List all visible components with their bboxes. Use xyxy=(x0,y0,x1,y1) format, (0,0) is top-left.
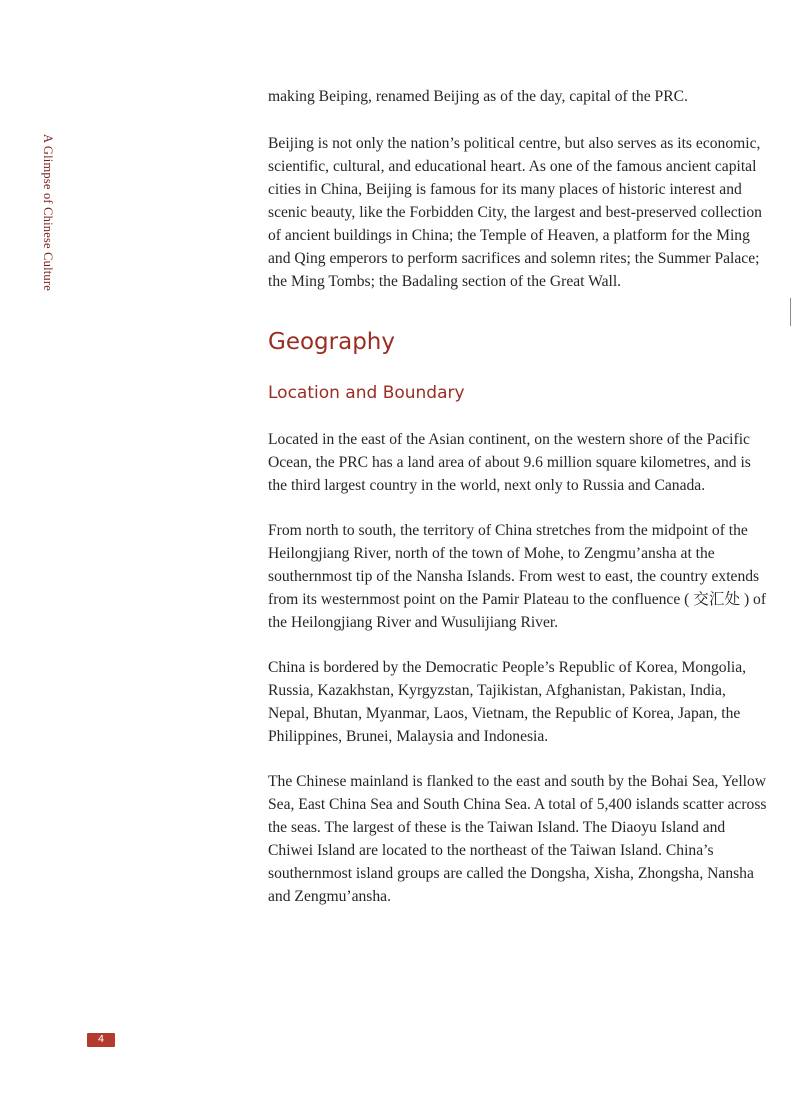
body-paragraph-borders: China is bordered by the Democratic People’s Republic of Korea, Mongolia, Russia, Kazakhstan, Kyrgyzstan, Tajikistan, Afghanistan, Pakistan, India, Nepal, Bhutan, Myanmar, Laos, Vietnam, the Republic of Korea, Japan, the Philippines, Brunei, Malaysia and Indonesia. xyxy=(268,659,747,745)
continuation-paragraph: making Beiping, renamed Beijing as of the day, capital of the PRC. xyxy=(268,88,688,105)
body-paragraph-land-area: Located in the east of the Asian continent, on the western shore of the Pacific Ocean, the PRC has a land area of about 9.6 million square kilometres, and is the third largest country in the world, next only to Russia and Canada. xyxy=(268,431,751,494)
section-heading: Geography xyxy=(268,329,395,355)
subsection-heading: Location and Boundary xyxy=(268,383,465,403)
page-number-badge xyxy=(87,1033,115,1047)
beijing-paragraph: Beijing is not only the nation’s political centre, but also serves as its economic, scientific, cultural, and educational heart. As one of the famous ancient capital cities in China, Beijing is famous for its many places of historic interest and scenic beauty, like the Forbidden City, the largest and best-preserved collection of ancient buildings in China; the Temple of Heaven, a platform for the Ming and Qing emperors to perform sacrifices and solemn rites; the Summer Palace; the Ming Tombs; the Badaling section of the Great Wall. xyxy=(268,135,762,290)
running-title xyxy=(27,128,67,296)
body-paragraph-seas-islands: The Chinese mainland is flanked to the east and south by the Bohai Sea, Yellow Sea, East China Sea and South China Sea. A total of 5,400 islands scatter across the seas. The largest of these is the Taiwan Island. The Diaoyu Island and Chiwei Island are located to the northeast of the Taiwan Island. China’s southernmost island groups are called the Dongsha, Xisha, Zhongsha, Nansha and Zengmu’ansha. xyxy=(268,773,767,905)
page-content xyxy=(268,85,768,908)
scan-edge-line xyxy=(790,298,791,326)
page-number: 4 xyxy=(97,1034,105,1045)
running-title-text: A Glimpse of Chinese Culture xyxy=(40,133,55,291)
body-paragraph-territory: From north to south, the territory of China stretches from the midpoint of the Heilongjiang River, north of the town of Mohe, to Zengmu’ansha at the southernmost tip of the Nansha Islands. From west to east, the country extends from its westernmost point on the Pamir Plateau to the confluence ( 交汇处 ) of the Heilongjiang River and Wusulijiang River. xyxy=(268,522,767,631)
